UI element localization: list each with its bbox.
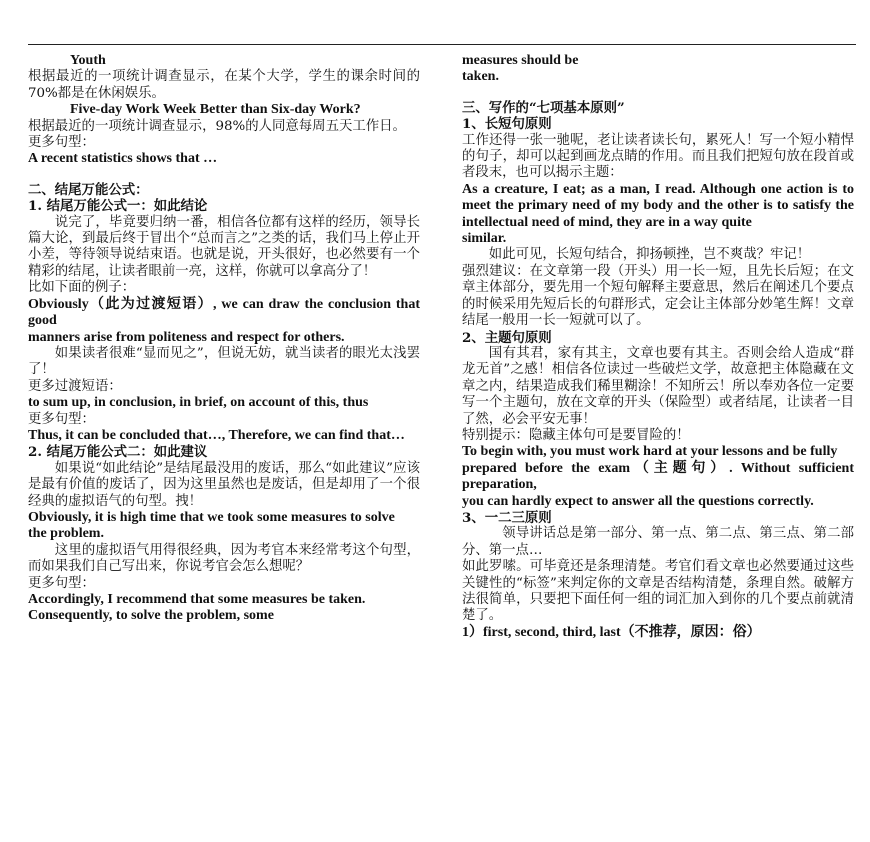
paragraph: to sum up, in conclusion, in brief, on account of this, thus — [28, 395, 369, 411]
paragraph: 工作还得一张一驰呢，老让读者读长句，累死人！写一个短小精悍的句子，却可以起到画龙点睛的作用。而且我们把短句放在段首或者段末，也可以揭示主题： — [462, 132, 854, 181]
paragraph: 更多句型： — [28, 411, 95, 427]
section-heading: 1、长短句原则 — [462, 116, 552, 133]
paragraph: 国有其君，家有其主，文章也要有其主。否则会给人造成“群龙无首”之感！相信各位读过一些破烂文学，故意把主体隐藏在文章之内，结果造成我们稀里糊涂！不知所云！所以奉劝各位一定要写一个主题句，放在文章的开头（保险型）或者结尾，让读者一目了然，必会平安无事！ — [462, 345, 854, 427]
paragraph: 如此可见，长短句结合，抑扬顿挫，岂不爽哉？牢记！ — [488, 247, 811, 263]
paragraph: To begin with, you must work hard at your lessons and be fully — [462, 444, 838, 460]
paragraph: 如果说“如此结论”是结尾最没用的废话，那么“如此建议”应该是最有价值的废话了，因为这里虽然也是废话，但是却用了一个很经典的虚拟语气的句型。拽！ — [28, 460, 420, 509]
left-column — [28, 53, 420, 833]
paragraph: 1）first, second, third, last（不推荐，原因：俗） — [462, 624, 761, 640]
paragraph: Accordingly, I recommend that some measures be taken. — [28, 592, 366, 607]
paragraph: 特别提示：隐藏主体句可是要冒险的！ — [462, 427, 690, 443]
paragraph: Youth — [70, 53, 106, 68]
paragraph: Thus, it can be concluded that…, Therefore, we can find that… — [28, 427, 405, 443]
paragraph: prepared before the exam（主题句）. Without sufficient preparation, — [462, 460, 854, 493]
paragraph: you can hardly expect to answer all the questions correctly. — [462, 493, 814, 509]
section-heading: 3、一二三原则 — [462, 509, 552, 526]
paragraph: 领导讲话总是第一部分、第一点、第二点、第三点、第二部分、第一点… — [462, 526, 854, 558]
paragraph: 更多句型： — [28, 575, 95, 591]
section-heading: 2、主题句原则 — [462, 329, 552, 346]
paragraph: 说完了，毕竟要归纳一番，相信各位都有这样的经历，领导长篇大论，到最后终于冒出个“总而言之”之类的话，我们马上停止开小差，等待领导说结束语。也就是说，开头很好，也必然要有一个精彩的结尾，让读者眼前一亮，这样，你就可以拿高分了！ — [28, 214, 420, 279]
paragraph: A recent statistics shows that … — [28, 151, 218, 167]
section-heading: 2. 结尾万能公式二：如此建议 — [28, 444, 208, 461]
paragraph-gap — [28, 168, 420, 182]
paragraph: As a creature, I eat; as a man, I read. Although one action is to meet the primary need of my body and the other is to satisfy the intellectual need of mind, they are in a way quite — [462, 181, 854, 230]
paragraph: similar. — [462, 231, 507, 247]
section-heading: 1. 结尾万能公式一：如此结论 — [28, 198, 208, 215]
paragraph: 更多句型： — [28, 135, 95, 151]
paragraph: 如果读者很难“显而见之”，但说无妨，就当读者的眼光太浅罢了！ — [28, 345, 420, 378]
paragraph: 根据最近的一项统计调查显示，98%的人同意每周五天工作日。 — [28, 118, 406, 134]
paragraph: 这里的虚拟语气用得很经典，因为考官本来经常考这个句型，而如果我们自己写出来，你说考官会怎么想呢？ — [28, 542, 420, 575]
header-rule — [28, 44, 856, 45]
paragraph: taken. — [462, 69, 499, 85]
section-heading: 三、写作的“七项基本原则” — [462, 99, 625, 116]
paragraph-gap — [462, 86, 854, 100]
paragraph: Five-day Work Week Better than Six-day Work? — [70, 102, 361, 118]
paragraph: 如此罗嗦。可毕竟还是条理清楚。考官们看文章也必然要通过这些关键性的“标签”来判定你的文章是否结构清楚，条理自然。破解方法很简单，只要把下面任何一组的词汇加入到你的几个要点前就清楚了。 — [462, 559, 854, 624]
section-heading: 二、结尾万能公式： — [28, 181, 149, 198]
paragraph: Obviously, it is high time that we took some measures to solve — [28, 509, 395, 525]
paragraph: manners arise from politeness and respect for others. — [28, 329, 345, 345]
paragraph: 更多过渡短语： — [28, 378, 122, 394]
paragraph: 比如下面的例子： — [28, 280, 136, 296]
paragraph: measures should be — [462, 53, 579, 68]
paragraph: the problem. — [28, 526, 104, 542]
right-column — [462, 53, 854, 833]
paragraph: Obviously（此为过渡短语）, we can draw the conclusion that good — [28, 296, 420, 329]
paragraph: 强烈建议：在文章第一段（开头）用一长一短，且先长后短；在文章主体部分，要先用一个短句解释主要意思，然后在阐述几个要点的时候采用先短后长的句群形式，定会让主体部分妙笔生辉！文章结尾一般用一长一短就可以了。 — [462, 263, 854, 329]
paragraph: 根据最近的一项统计调查显示，在某个大学，学生的课余时间的 70%都是在休闲娱乐。 — [28, 69, 420, 101]
paragraph: Consequently, to solve the problem, some — [28, 608, 274, 624]
